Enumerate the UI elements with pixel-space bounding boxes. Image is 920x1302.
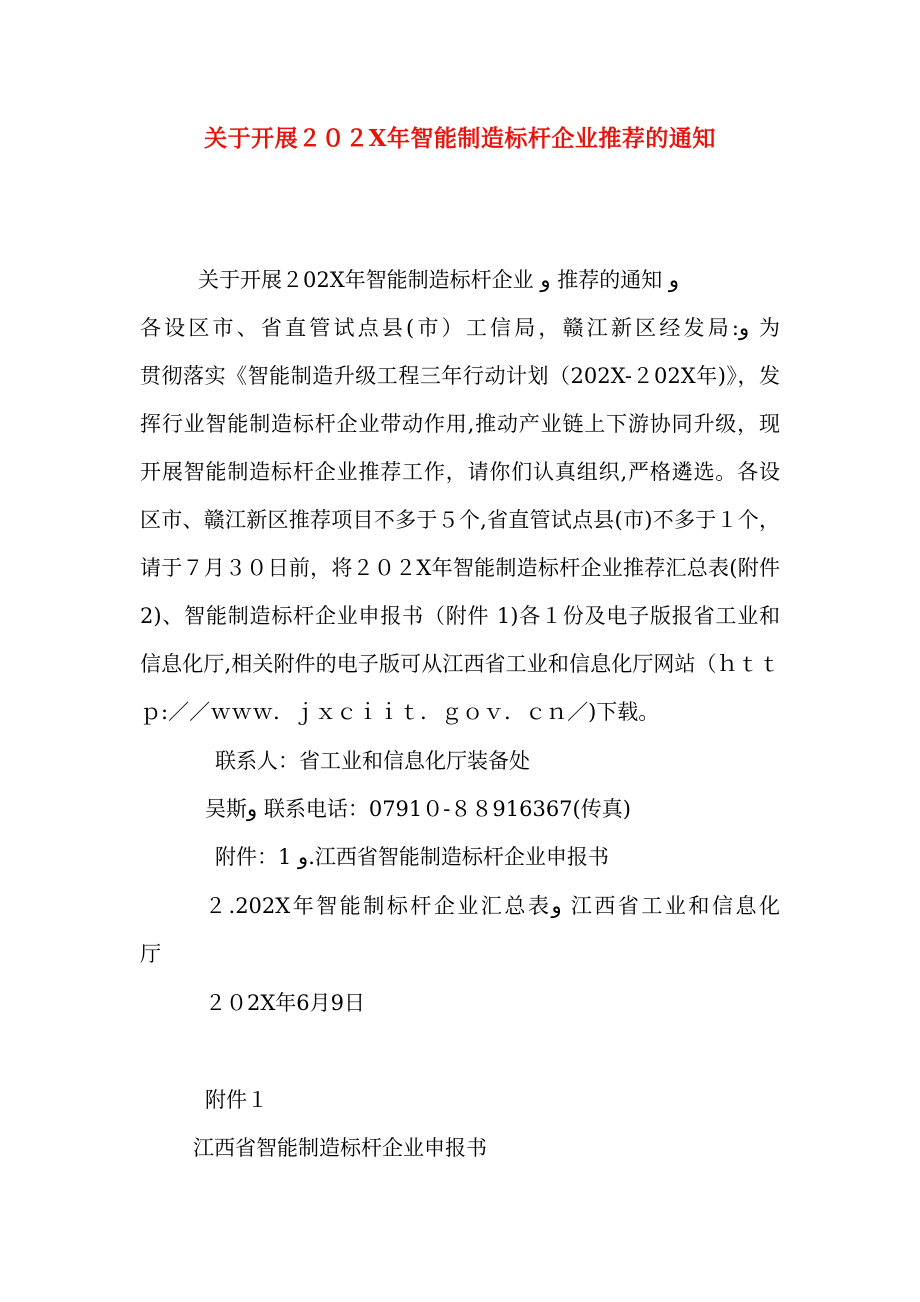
attachment-line-1: 附件：1 و.江西省智能制造标杆企业申报书: [215, 845, 609, 869]
attachment-line-2: ２.202X年智能制标杆企业汇总表و 江西省工业和信息化: [205, 894, 780, 918]
body-line-10: ｐ:／／ｗｗｗ．ｊｘｃｉｉｔ．ｇｏｖ．ｃｎ／)下载。: [140, 700, 660, 724]
body-line-6: 区市、赣江新区推荐项目不多于５个,省直管试点县(市)不多于１个，: [140, 508, 780, 532]
document-title: 关于开展２０２X年智能制造标杆企业推荐的通知: [204, 125, 716, 152]
body-line-2: 各设区市、省直管试点县(市）工信局，赣江新区经发局:و 为: [140, 316, 780, 340]
body-line-9: 信息化厅,相关附件的电子版可从江西省工业和信息化厅网站（ｈｔｔ: [140, 652, 780, 676]
body-line-5: 开展智能制造标杆企业推荐工作，请你们认真组织,严格遴选。各设: [140, 460, 780, 484]
contact-label: 联系人：省工业和信息化厅装备处: [215, 749, 530, 773]
issue-date: ２０2X年6月9日: [205, 991, 366, 1015]
body-line-4: 挥行业智能制造标杆企业带动作用,推动产业链上下游协同升级，现: [140, 412, 780, 436]
annex-heading: 附件１: [205, 1088, 268, 1112]
body-line-1: 关于开展２02X年智能制造标杆企业 و 推荐的通知 و: [198, 268, 680, 292]
annex-title: 江西省智能制造标杆企业申报书: [193, 1136, 487, 1160]
attachment-line-2-cont: 厅: [140, 942, 161, 966]
contact-name-phone: 吴斯و 联系电话：0791０-８８916367(传真): [205, 797, 631, 821]
body-line-8: 2)、智能制造标杆企业申报书（附件 1)各１份及电子版报省工业和: [140, 604, 780, 628]
body-line-3: 贯彻落实《智能制造升级工程三年行动计划（202X-２02X年)》，发: [140, 364, 780, 388]
body-line-7: 请于７月３０日前，将２０２X年智能制造标杆企业推荐汇总表(附件: [140, 556, 780, 580]
